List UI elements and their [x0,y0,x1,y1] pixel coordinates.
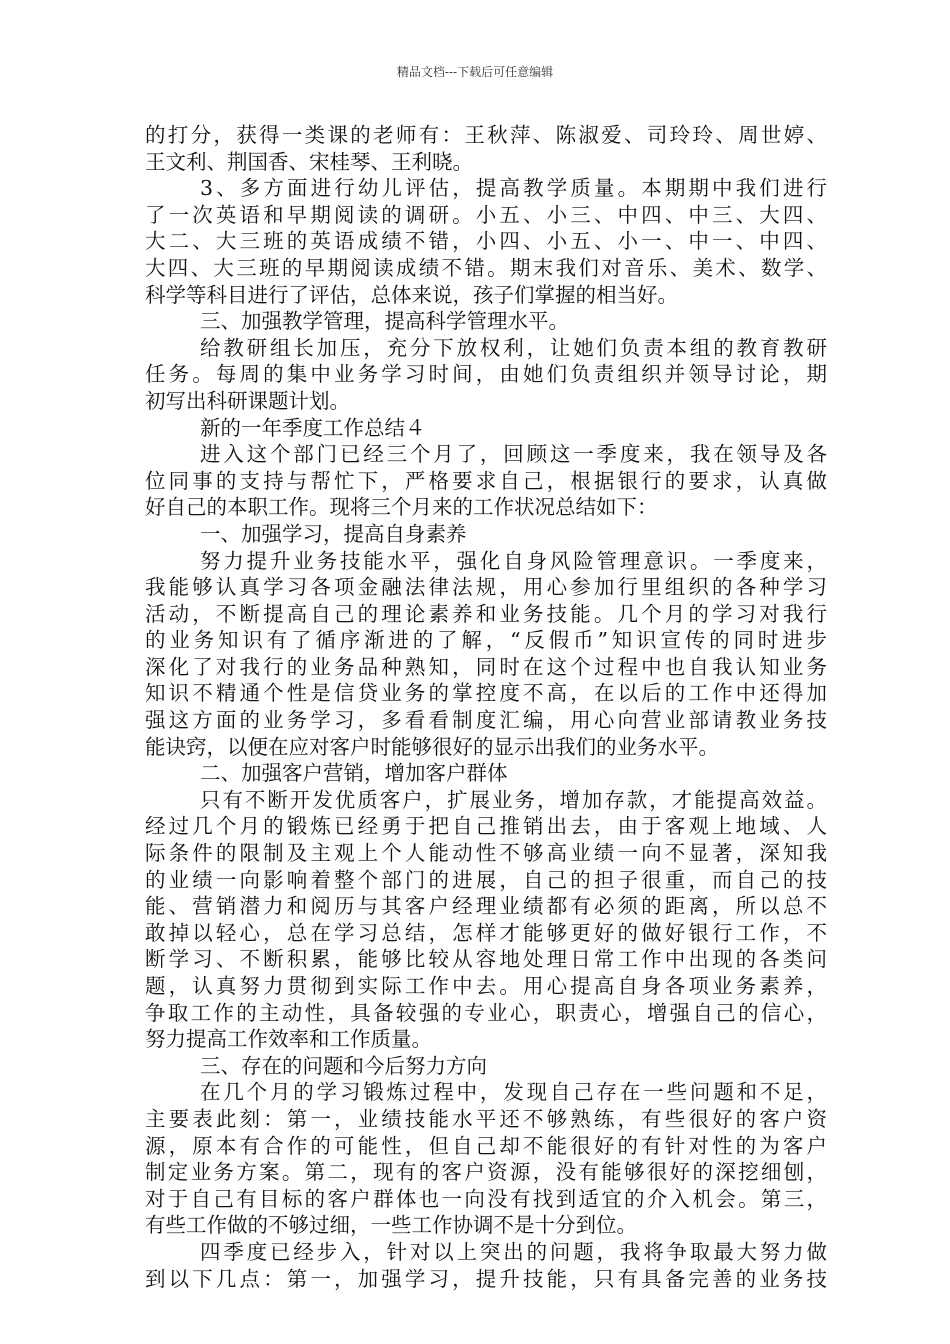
text-line: 经过几个月的锻炼已经勇于把自己推销出去，由于客观上地域、人 [145,814,827,839]
text-line: 到以下几点：第一，加强学习，提升技能，只有具备完善的业务技 [145,1266,827,1291]
text-line: 努力提升业务技能水平，强化自身风险管理意识。一季度来， [200,548,827,573]
text-line: 大四、大三班的早期阅读成绩不错。期末我们对音乐、美术、数学、 [145,255,827,280]
text-line: 深化了对我行的业务品种熟知，同时在这个过程中也自我认知业务 [145,654,827,679]
text-line: 新的一年季度工作总结４ [200,415,426,440]
text-line: 好自己的本职工作。现将三个月来的工作状况总结如下： [145,495,658,520]
text-line: 只有不断开发优质客户，扩展业务，增加存款，才能提高效益。 [200,787,827,812]
text-line: 的业务知识有了循序渐进的了解，“反假币”知识宣传的同时进步 [145,628,827,653]
text-line: 在几个月的学习锻炼过程中，发现自己存在一些问题和不足， [200,1080,827,1105]
text-line: 的打分，获得一类课的老师有：王秋萍、陈淑爱、司玲玲、周世婷、 [145,123,827,147]
text-line: 强这方面的业务学习，多看看制度汇编，用心向营业部请教业务技 [145,708,827,733]
text-line: 的业绩一向影响着整个部门的进展，自己的担子很重，而自己的技 [145,867,827,892]
text-line: 能、营销潜力和阅历与其客户经理业绩都有必须的距离，所以总不 [145,894,827,919]
text-line: 三、存在的问题和今后努力方向 [200,1053,487,1078]
text-line: 源，原本有合作的可能性，但自己却不能很好的有针对性的为客户 [145,1133,827,1158]
page-header: 精品文档---下载后可任意编辑 [396,65,554,79]
text-line: 一、加强学习，提高自身素养 [200,521,467,546]
text-line: 3、多方面进行幼儿评估，提高教学质量。本期期中我们进行 [200,176,827,201]
text-line: 能诀窍，以便在应对客户时能够很好的显示出我们的业务水平。 [145,734,719,759]
text-line: 敢掉以轻心，总在学习总结，怎样才能够更好的做好银行工作，不 [145,920,827,945]
text-line: 知识不精通个性是信贷业务的掌控度不高，在以后的工作中还得加 [145,681,827,706]
text-line: 努力提高工作效率和工作质量。 [145,1027,432,1052]
text-line: 有些工作做的不够过细，一些工作协调不是十分到位。 [145,1213,637,1238]
text-line: 三、加强教学管理，提高科学管理水平。 [200,309,569,334]
text-line: 科学等科目进行了评估，总体来说，孩子们掌握的相当好。 [145,282,678,307]
text-line: 进入这个部门已经三个月了，回顾这一季度来，我在领导及各 [200,442,827,467]
text-line: 大二、大三班的英语成绩不错，小四、小五、小一、中一、中四、 [145,229,827,254]
text-line: 题，认真努力贯彻到实际工作中去。用心提高自身各项业务素养， [145,974,827,998]
text-line: 二、加强客户营销，增加客户群体 [200,761,508,786]
text-line: 制定业务方案。第二，现有的客户资源，没有能够很好的深挖细刨， [145,1160,827,1185]
text-line: 四季度已经步入，针对以上突出的问题，我将争取最大努力做 [200,1239,827,1264]
text-line: 王文利、荆国香、宋桂琴、王利晓。 [145,149,473,174]
text-line: 活动，不断提高自己的理论素养和业务技能。几个月的学习对我行 [145,601,827,626]
text-line: 主要表此刻：第一，业绩技能水平还不够熟练，有些很好的客户资 [145,1106,827,1131]
document-body [145,122,827,1292]
text-line: 了一次英语和早期阅读的调研。小五、小三、中四、中三、大四、 [145,202,827,227]
text-line: 给教研组长加压，充分下放权利，让她们负责本组的教育教研 [200,335,827,360]
text-line: 对于自己有目标的客户群体也一向没有找到适宜的介入机会。第三， [145,1186,827,1211]
text-line: 际条件的限制及主观上个人能动性不够高业绩一向不显著，深知我 [145,841,827,866]
text-line: 任务。每周的集中业务学习时间，由她们负责组织并领导讨论，期 [145,362,827,387]
text-line: 我能够认真学习各项金融法律法规，用心参加行里组织的各种学习 [145,575,827,600]
text-line: 位同事的支持与帮忙下，严格要求自己，根据银行的要求，认真做 [145,468,827,493]
text-line: 断学习、不断积累，能够比较从容地处理日常工作中出现的各类问 [145,947,827,972]
text-line: 争取工作的主动性，具备较强的专业心，职责心，增强自己的信心， [145,1000,827,1025]
text-line: 初写出科研课题计划。 [145,388,350,413]
